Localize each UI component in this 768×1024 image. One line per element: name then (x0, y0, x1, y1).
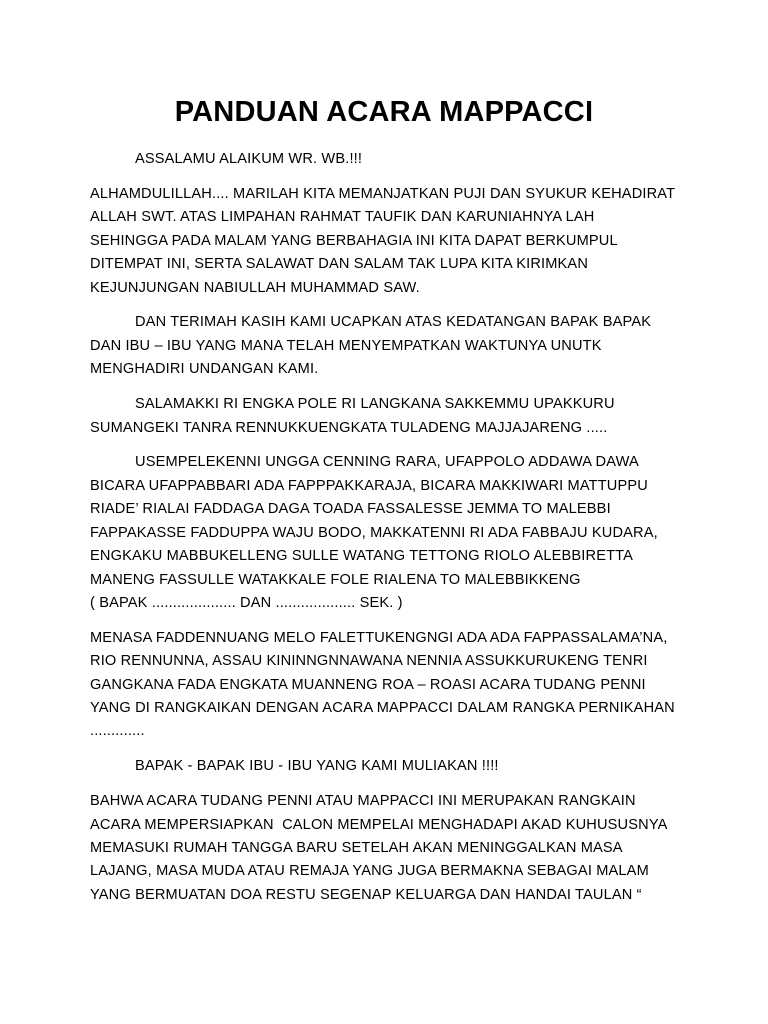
paragraph (90, 451, 690, 615)
paragraph-line: GANGKANA FADA ENGKATA MUANNENG ROA – ROASI ACARA TUDANG PENNI (90, 676, 646, 693)
paragraph-line: BAHWA ACARA TUDANG PENNI ATAU MAPPACCI INI MERUPAKAN RANGKAIN (90, 793, 636, 810)
paragraph-line: ALHAMDULILLAH.... MARILAH KITA MEMANJATKAN PUJI DAN SYUKUR KEHADIRAT (90, 185, 676, 202)
paragraph-line: MENASA FADDENNUANG MELO FALETTUKENGNGI ADA ADA FAPPASSALAMA’NA, (90, 629, 668, 646)
paragraph-line: ALLAH SWT. ATAS LIMPAHAN RAHMAT TAUFIK DAN KARUNIAHNYA LAH (90, 209, 595, 226)
paragraph-line: BICARA UFAPPABBARI ADA FAPPPAKKARAJA, BICARA MAKKIWARI MATTUPPU (90, 477, 648, 494)
paragraph (90, 393, 690, 440)
paragraph-line: MENGHADIRI UNDANGAN KAMI. (90, 361, 319, 378)
paragraph-line: ............. (90, 723, 145, 740)
paragraph-line: BAPAK - BAPAK IBU - IBU YANG KAMI MULIAKAN !!!! (135, 758, 499, 775)
paragraph-line: SEHINGGA PADA MALAM YANG BERBAHAGIA INI KITA DAPAT BERKUMPUL (90, 232, 618, 249)
paragraph-line: ENGKAKU MABBUKELLENG SULLE WATANG TETTONG RIOLO ALEBBIRETTA (90, 548, 634, 565)
paragraph-line: DAN IBU – IBU YANG MANA TELAH MENYEMPATKAN WAKTUNYA UNUTK (90, 337, 602, 354)
document-title: PANDUAN ACARA MAPPACCI (174, 96, 594, 128)
paragraph (90, 790, 690, 907)
paragraph-line: RIO RENNUNNA, ASSAU KININNGNNAWANA NENNIA ASSUKKURUKENG TENRI (90, 653, 648, 670)
paragraph-line: DITEMPAT INI, SERTA SALAWAT DAN SALAM TAK LUPA KITA KIRIMKAN (90, 256, 589, 273)
paragraph-line: ASSALAMU ALAIKUM WR. WB.!!! (135, 151, 363, 167)
paragraph-line: MANENG FASSULLE WATAKKALE FOLE RIALENA TO MALEBBIKKENG (90, 571, 581, 588)
paragraph-line: RIADE’ RIALAI FADDAGA DAGA TOADA FASSALESSE JEMMA TO MALEBBI (90, 501, 611, 518)
paragraph-line: YANG BERMUATAN DOA RESTU SEGENAP KELUARGA DAN HANDAI TAULAN “ (90, 886, 642, 903)
paragraph-line: ( BAPAK .................... DAN ................... SEK. ) (90, 594, 403, 611)
paragraph-line: LAJANG, MASA MUDA ATAU REMAJA YANG JUGA BERMAKNA SEBAGAI MALAM (90, 863, 649, 880)
paragraph (90, 183, 690, 300)
paragraph (90, 755, 690, 778)
paragraph-line: MEMASUKI RUMAH TANGGA BARU SETELAH AKAN MENINGGALKAN MASA (90, 840, 623, 857)
paragraph-line: KEJUNJUNGAN NABIULLAH MUHAMMAD SAW. (90, 279, 420, 296)
paragraph-line: DAN TERIMAH KASIH KAMI UCAPKAN ATAS KEDATANGAN BAPAK BAPAK (135, 314, 652, 331)
paragraph-line: USEMPELEKENNI UNGGA CENNING RARA, UFAPPOLO ADDAWA DAWA (135, 454, 639, 471)
paragraph-line: SUMANGEKI TANRA RENNUKKUENGKATA TULADENG MAJJAJARENG ..... (90, 419, 608, 436)
paragraph (90, 311, 690, 381)
paragraph-line: FAPPAKASSE FADDUPPA WAJU BODO, MAKKATENNI RI ADA FABBAJU KUDARA, (90, 524, 658, 541)
paragraph-line: SALAMAKKI RI ENGKA POLE RI LANGKANA SAKKEMMU UPAKKURU (135, 396, 615, 413)
paragraph (90, 148, 690, 171)
paragraph-line: YANG DI RANGKAIKAN DENGAN ACARA MAPPACCI DALAM RANGKA PERNIKAHAN (90, 700, 675, 717)
paragraph-line: ACARA MEMPERSIAPKAN CALON MEMPELAI MENGHADAPI AKAD KUHUSUSNYA (90, 816, 668, 833)
paragraph (90, 627, 690, 744)
document-body (90, 148, 690, 919)
